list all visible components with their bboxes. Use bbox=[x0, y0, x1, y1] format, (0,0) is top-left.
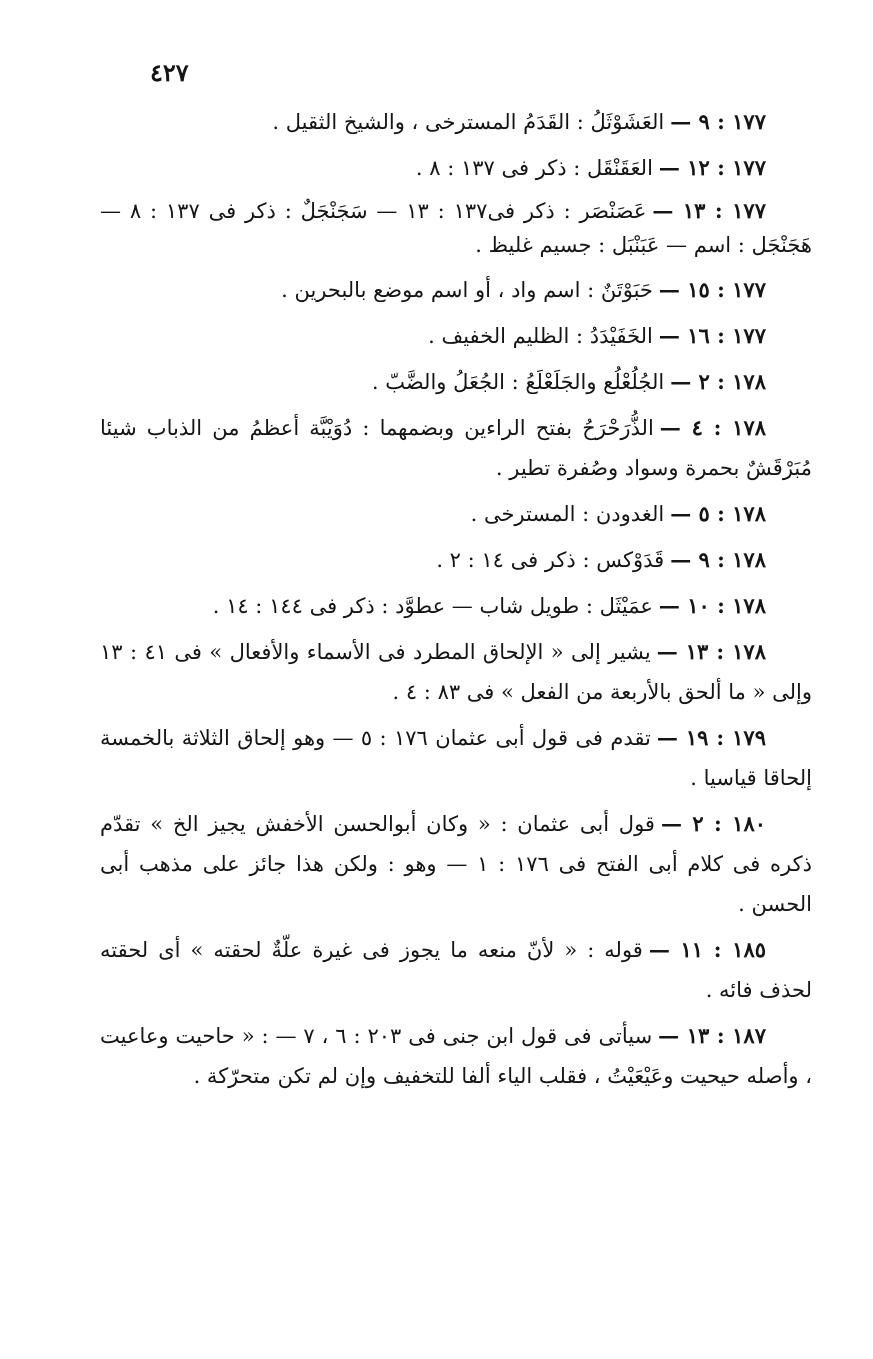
note-entry bbox=[100, 270, 812, 310]
note-text: قوله : « لأنّ منعه ما يجوز فى غيرة علّةٌ لحقته » أى لحقته لحذف فائه . bbox=[100, 938, 812, 1002]
note-entry bbox=[100, 194, 812, 262]
note-reference: ١٧٨ : ١٠ — bbox=[658, 593, 766, 618]
note-entry bbox=[100, 930, 812, 1010]
note-text: عمَيْثَل : طويل شاب — عطوَّد : ذكر فى ١٤٤ : ١٤ . bbox=[212, 594, 653, 618]
note-text: الخَفَيْدَدُ : الظليم الخفيف . bbox=[428, 324, 653, 348]
note-entry bbox=[100, 632, 812, 712]
note-reference: ١٧٩ : ١٩ — bbox=[656, 725, 766, 750]
note-text: قَدَوْكس : ذكر فى ١٤ : ٢ . bbox=[436, 548, 665, 572]
note-entry bbox=[100, 586, 812, 626]
note-text: الغدودن : المسترخى . bbox=[470, 502, 665, 526]
note-text: يشير إلى « الإلحاق المطرد فى الأسماء والأفعال » فى ٤١ : ١٣ وإلى « ما ألحق بالأربعة من الفعل » فى ٨٣ : ٤ . bbox=[100, 640, 812, 704]
note-text: العَشَوْثَلُ : القَدَمُ المسترخى ، والشيخ الثقيل . bbox=[272, 110, 665, 134]
note-reference: ١٧٨ : ٢ — bbox=[670, 369, 766, 394]
note-reference: ١٨٥ : ١١ — bbox=[648, 937, 767, 962]
note-reference: ١٧٨ : ٥ — bbox=[670, 501, 766, 526]
note-text: قول أبى عثمان : « وكان أبوالحسن الأخفش يجيز الخ » تقدّم ذكره فى كلام أبى الفتح فى ١٧٦ : ١ — وهو : ولكن هذا جائز على مذهب أبى الحسن . bbox=[100, 812, 812, 916]
note-entry bbox=[100, 408, 812, 488]
note-reference: ١٧٧ : ٩ — bbox=[670, 109, 766, 134]
note-text: حَبَوْتَنٌ : اسم واد ، أو اسم موضع بالبحرين . bbox=[281, 278, 653, 302]
note-text: الذُّرَحْرَحُ بفتح الراءين وبضمهما : دُوَيْبَّة أعظمُ من الذباب شيئا مُبَرْقَشٌ بحمرة وسواد وصُفرة تطير . bbox=[100, 416, 812, 480]
note-text: عَصَنْصَر : ذكر فى١٣٧ : ١٣ — سَجَنْجَلٌ : ذكر فى ١٣٧ : ٨ — هَجَنْجَل : اسم — عَبَنْبَل : جسيم غليظ . bbox=[100, 199, 812, 257]
note-entry bbox=[100, 316, 812, 356]
note-reference: ١٧٧ : ١٦ — bbox=[658, 323, 766, 348]
note-entry bbox=[100, 148, 812, 188]
note-reference: ١٧٨ : ٩ — bbox=[670, 547, 766, 572]
note-reference: ١٧٧ : ١٢ — bbox=[658, 155, 766, 180]
note-entry bbox=[100, 494, 812, 534]
note-reference: ١٧٨ : ٤ — bbox=[659, 415, 767, 440]
note-reference: ١٧٧ : ١٥ — bbox=[658, 277, 766, 302]
notes-list bbox=[100, 102, 812, 1102]
note-reference: ١٧٨ : ١٣ — bbox=[656, 639, 766, 664]
note-entry bbox=[100, 1016, 812, 1096]
note-reference: ١٨٧ : ١٣ — bbox=[658, 1023, 766, 1048]
page-number: ٤٢٧ bbox=[150, 58, 189, 87]
note-entry bbox=[100, 804, 812, 924]
note-entry bbox=[100, 102, 812, 142]
note-reference: ١٧٧ : ١٣ — bbox=[652, 198, 766, 223]
note-entry bbox=[100, 540, 812, 580]
note-reference: ١٨٠ : ٢ — bbox=[660, 811, 767, 836]
note-text: العَقَنْقَل : ذكر فى ١٣٧ : ٨ . bbox=[415, 156, 653, 180]
note-entry bbox=[100, 718, 812, 798]
note-entry bbox=[100, 362, 812, 402]
note-text: تقدم فى قول أبى عثمان ١٧٦ : ٥ — وهو إلحاق الثلاثة بالخمسة إلحاقا قياسيا . bbox=[100, 726, 812, 790]
note-text: الجُلُعْلُع والجَلَعْلَعُ : الجُعَلُ والضَّبّ . bbox=[371, 370, 665, 394]
note-text: سيأتى فى قول ابن جنى فى ٢٠٣ : ٦ ، ٧ — : « حاحيت وعاعيت ، وأصله حيحيت وعَيْعَيْتُ ، فقلب الياء ألفا للتخفيف وإن لم تكن متحرّكة . bbox=[100, 1024, 812, 1088]
